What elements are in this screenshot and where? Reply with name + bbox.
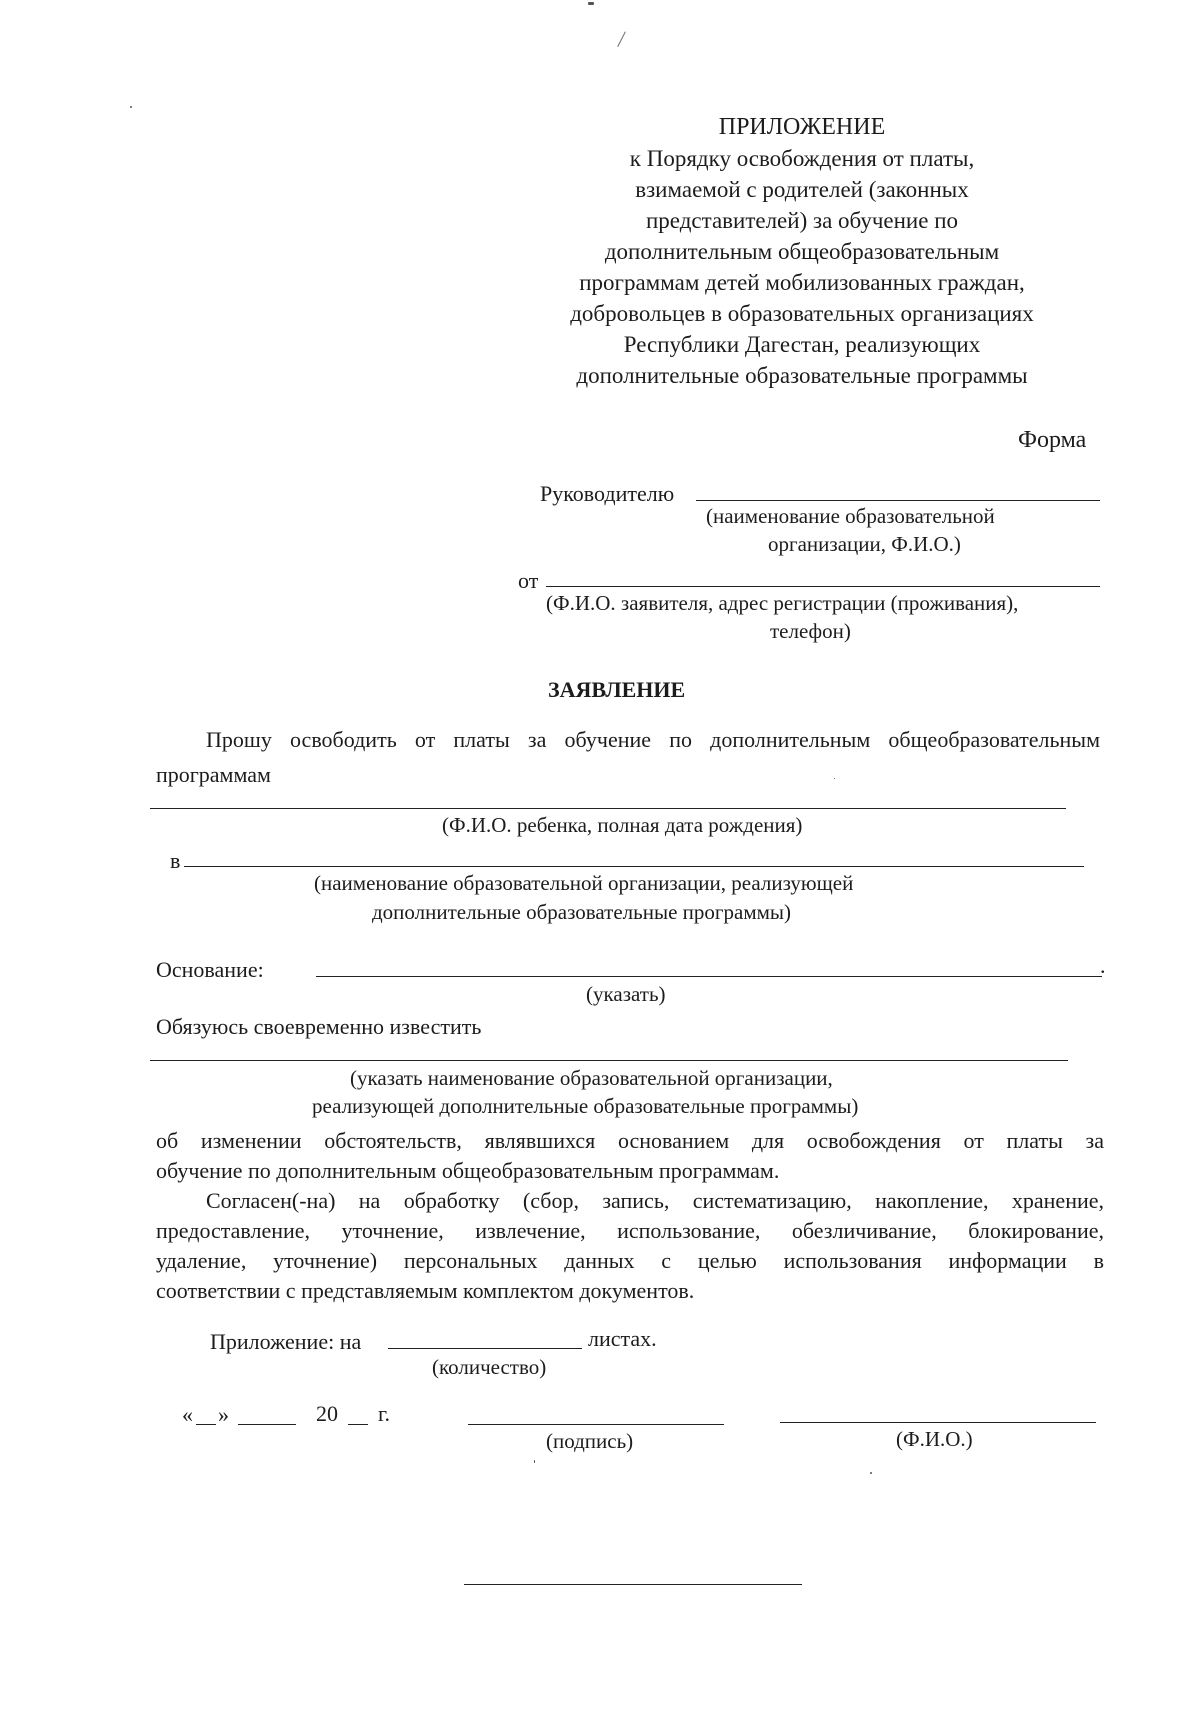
paragraph-line: предоставление, уточнение, извлечение, использование, обезличивание, блокирование, xyxy=(156,1218,1104,1243)
document-heading: ЗАЯВЛЕНИЕ xyxy=(548,677,686,702)
child-field-line[interactable] xyxy=(150,808,1066,809)
attachment-caption: (количество) xyxy=(432,1355,547,1379)
addressee-label: Руководителю xyxy=(540,481,675,506)
annex-line: к Порядку освобождения от платы, xyxy=(629,146,975,171)
signature-caption: (подпись) xyxy=(546,1429,634,1453)
consent-line: Согласен(-на) на обработку (сбор, запись, систематизацию, накопление, хранение, xyxy=(206,1188,1104,1213)
scan-mark: / xyxy=(616,26,627,54)
annex-title: ПРИЛОЖЕНИЕ xyxy=(718,114,886,140)
annex-line: Республики Дагестан, реализующих xyxy=(623,332,981,357)
sender-field-line[interactable] xyxy=(546,586,1100,587)
date-close-quote: » xyxy=(218,1402,229,1427)
scan-speck xyxy=(870,1472,872,1474)
scan-speck xyxy=(588,2,594,5)
child-caption: (Ф.И.О. ребенка, полная дата рождения) xyxy=(442,813,803,837)
obligation-caption: (указать наименование образовательной организации, xyxy=(350,1066,833,1090)
org-caption: дополнительные образовательные программы) xyxy=(372,900,791,924)
paragraph-line: об изменении обстоятельств, являвшихся основанием для освобождения от платы за xyxy=(156,1128,1104,1153)
addressee-caption: организации, Ф.И.О.) xyxy=(768,532,961,556)
attachment-label: Приложение: на xyxy=(210,1329,362,1354)
request-text: Прошу освободить от платы за обучение по дополнительным общеобразовательным xyxy=(206,727,1100,752)
name-line[interactable] xyxy=(780,1422,1096,1423)
org-caption: (наименование образовательной организации, реализующей xyxy=(314,871,854,895)
paragraph-line: обучение по дополнительным общеобразовательным программам. xyxy=(156,1158,780,1183)
basis-caption: (указать) xyxy=(586,982,666,1006)
scan-speck xyxy=(130,106,132,108)
date-day-line[interactable] xyxy=(196,1424,216,1425)
annex-line: программам детей мобилизованных граждан, xyxy=(579,270,1025,295)
name-caption: (Ф.И.О.) xyxy=(896,1427,973,1451)
date-month-line[interactable] xyxy=(238,1424,296,1425)
request-text: программам xyxy=(156,762,271,787)
consent-paragraph xyxy=(156,1216,1104,1306)
form-label: Форма xyxy=(1018,427,1087,453)
attachment-count-line[interactable] xyxy=(388,1348,582,1349)
date-year-line[interactable] xyxy=(348,1424,368,1425)
addressee-field-line[interactable] xyxy=(696,500,1100,501)
scan-speck xyxy=(834,778,835,779)
addressee-caption: (наименование образовательной xyxy=(706,504,995,528)
obligation-caption: реализующей дополнительные образовательные программы) xyxy=(312,1094,859,1118)
basis-label: Основание: xyxy=(156,957,264,982)
year-suffix: г. xyxy=(378,1401,391,1426)
org-prefix: в xyxy=(170,848,181,873)
obligation-paragraph xyxy=(156,1126,1104,1186)
basis-period: . xyxy=(1100,953,1106,978)
sender-caption: телефон) xyxy=(770,619,851,643)
attachment-suffix: листах. xyxy=(588,1326,657,1351)
annex-line: дополнительным общеобразовательным xyxy=(604,239,1000,264)
obligation-field-line[interactable] xyxy=(150,1060,1068,1061)
basis-field-line[interactable] xyxy=(316,976,1102,977)
paragraph-line: удаление, уточнение) персональных данных с целью использования информации в xyxy=(156,1248,1104,1273)
sender-label: от xyxy=(518,568,539,593)
annex-line: дополнительные образовательные программы xyxy=(576,363,1028,388)
annex-line: взимаемой с родителей (законных xyxy=(635,177,969,202)
annex-line: добровольцев в образовательных организациях xyxy=(570,301,1034,326)
annex-line: представителей) за обучение по xyxy=(645,208,959,233)
org-field-line[interactable] xyxy=(184,866,1084,867)
bottom-divider xyxy=(464,1584,802,1585)
annex-block xyxy=(492,112,1112,391)
year-prefix: 20 xyxy=(316,1401,338,1426)
sender-caption: (Ф.И.О. заявителя, адрес регистрации (проживания), xyxy=(546,591,1019,615)
paragraph-line: соответствии с представляемым комплектом документов. xyxy=(156,1278,695,1303)
date-open-quote: « xyxy=(182,1402,193,1427)
signature-line[interactable] xyxy=(468,1424,724,1425)
obligation-label: Обязуюсь своевременно известить xyxy=(156,1014,482,1039)
scan-speck xyxy=(534,1460,535,1463)
